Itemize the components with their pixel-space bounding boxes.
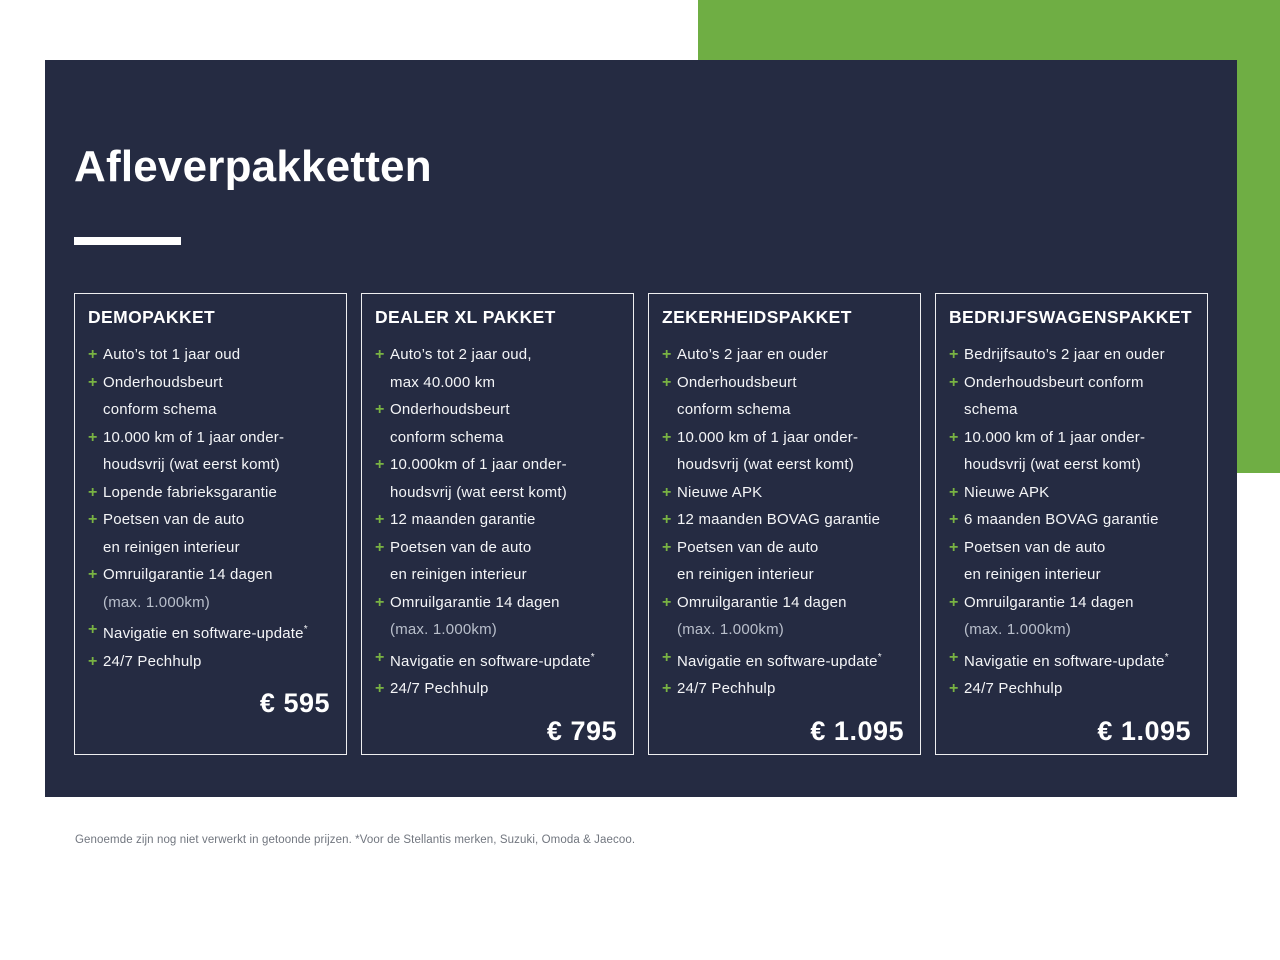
package-cards [74,293,1208,755]
plus-icon: + [662,511,672,528]
package-price: € 795 [546,715,617,746]
feature-item [662,644,907,676]
plus-icon: + [662,680,672,697]
feature-text [964,534,1194,589]
feature-item [662,506,907,534]
feature-line: (max. 1.000km) [103,593,210,611]
feature-line: houdsvrij (wat eerst komt) [103,456,280,473]
feature-line: houdsvrij (wat eerst komt) [964,456,1141,473]
plus-icon: + [88,428,98,446]
plus-icon: + [375,456,385,473]
feature-list [88,341,333,675]
feature-text [964,424,1194,479]
feature-line: 10.000 km of 1 jaar onder- [964,428,1146,446]
feature-text [103,369,333,424]
feature-text [103,616,333,648]
plus-icon: + [375,593,385,611]
feature-text [390,451,620,506]
feature-line: Nieuwe APK [964,483,1050,501]
feature-item [88,648,333,676]
feature-text [964,589,1194,644]
feature-item [88,369,333,424]
feature-line: 24/7 Pechhulp [103,652,202,670]
feature-line: Omruilgarantie 14 dagen [103,566,273,583]
feature-text [964,369,1194,424]
plus-icon: + [375,538,385,556]
feature-line: 12 maanden BOVAG garantie [677,511,881,528]
feature-line: houdsvrij (wat eerst komt) [390,483,567,501]
feature-item [375,451,620,506]
plus-icon: + [88,566,98,583]
feature-line: Onderhoudsbeurt [390,401,510,418]
plus-icon: + [375,511,385,528]
package-title: DEMOPAKKET [88,307,216,327]
feature-item [949,341,1194,369]
footnote: Genoemde zijn nog niet verwerkt in getoonde prijzen. *Voor de Stellantis merken, Suzuki, Omoda & Jaecoo. [75,833,636,846]
plus-icon: + [88,483,98,501]
feature-item [949,424,1194,479]
packages-panel [45,60,1237,797]
feature-item [662,369,907,424]
feature-item [88,561,333,616]
feature-text [390,506,620,534]
feature-line: en reinigen interieur [390,566,527,583]
feature-line: 24/7 Pechhulp [390,680,489,697]
feature-line: 12 maanden garantie [390,511,536,528]
feature-item [88,424,333,479]
feature-text [964,644,1194,676]
plus-icon: + [662,593,672,611]
feature-item [88,506,333,561]
asterisk-note: * [590,651,595,663]
package-price: € 1.095 [1097,715,1191,746]
feature-line: Navigatie en software-update* [964,651,1169,670]
feature-line: houdsvrij (wat eerst komt) [677,456,854,473]
plus-icon: + [662,346,672,363]
feature-list [662,341,907,703]
feature-line: max 40.000 km [390,373,496,391]
feature-line: Omruilgarantie 14 dagen [390,593,560,611]
feature-line: Poetsen van de auto [964,538,1106,556]
plus-icon: + [88,511,98,528]
feature-text [103,561,333,616]
plus-icon: + [662,648,672,666]
feature-item [949,675,1194,703]
feature-text [390,396,620,451]
feature-text [964,341,1194,369]
package-card-demopakket [74,293,347,755]
feature-text [677,589,907,644]
feature-text [103,479,333,507]
package-price: € 595 [259,688,330,718]
plus-icon: + [375,648,385,666]
feature-item [375,644,620,676]
feature-line: en reinigen interieur [103,538,240,556]
plus-icon: + [662,373,672,391]
feature-line: Auto’s tot 2 jaar oud, [390,346,532,363]
feature-line: (max. 1.000km) [677,621,784,638]
package-card-zekerheidspakket [648,293,921,755]
feature-line: Auto’s tot 1 jaar oud [103,346,241,363]
feature-line: 10.000km of 1 jaar onder- [390,456,567,473]
feature-line: Navigatie en software-update* [103,624,308,642]
feature-text [103,424,333,479]
feature-line: Omruilgarantie 14 dagen [964,593,1134,611]
feature-item [949,644,1194,676]
plus-icon: + [88,621,98,638]
asterisk-note: * [877,651,882,663]
plus-icon: + [949,538,959,556]
package-title: BEDRIJFSWAGENSPAKKET [949,307,1192,327]
plus-icon: + [949,346,959,363]
plus-icon: + [662,538,672,556]
feature-line: 10.000 km of 1 jaar onder- [103,428,285,446]
feature-line: (max. 1.000km) [390,621,497,638]
feature-line: Navigatie en software-update* [677,651,882,670]
feature-list [375,341,620,703]
plus-icon: + [662,483,672,501]
plus-icon: + [375,680,385,697]
feature-line: Omruilgarantie 14 dagen [677,593,847,611]
feature-text [390,675,620,703]
title-underline [74,237,181,245]
feature-text [103,506,333,561]
feature-item [949,589,1194,644]
feature-item [662,589,907,644]
feature-line: en reinigen interieur [677,566,814,583]
feature-line: Poetsen van de auto [103,511,245,528]
plus-icon: + [662,428,672,446]
feature-item [662,479,907,507]
feature-item [375,589,620,644]
feature-item [662,424,907,479]
feature-line: conform schema [103,401,217,418]
feature-item [375,534,620,589]
asterisk-note: * [1164,651,1169,663]
feature-item [88,479,333,507]
feature-line: 6 maanden BOVAG garantie [964,511,1159,528]
plus-icon: + [375,401,385,418]
feature-line: schema [964,401,1018,418]
plus-icon: + [88,652,98,670]
page-title: Afleverpakketten [74,142,432,191]
feature-line: (max. 1.000km) [964,621,1071,638]
feature-item [375,341,620,396]
plus-icon: + [949,483,959,501]
feature-line: Poetsen van de auto [677,538,819,556]
feature-line: Onderhoudsbeurt [103,373,223,391]
plus-icon: + [88,346,98,363]
plus-icon: + [949,648,959,666]
plus-icon: + [949,428,959,446]
feature-line: Onderhoudsbeurt conform [964,373,1144,391]
feature-line: 10.000 km of 1 jaar onder- [677,428,859,446]
feature-item [375,506,620,534]
plus-icon: + [949,373,959,391]
feature-text [677,534,907,589]
feature-line: en reinigen interieur [964,566,1101,583]
feature-line: conform schema [677,401,791,418]
feature-list [949,341,1194,703]
feature-text [964,479,1194,507]
feature-item [949,369,1194,424]
feature-text [677,341,907,369]
feature-line: Poetsen van de auto [390,538,532,556]
feature-text [103,648,333,676]
plus-icon: + [88,373,98,391]
feature-text [964,506,1194,534]
plus-icon: + [949,680,959,697]
package-card-bedrijfswagenspakket [935,293,1208,755]
feature-line: Bedrijfsauto’s 2 jaar en ouder [964,346,1165,363]
feature-text [677,644,907,676]
feature-item [375,396,620,451]
feature-item [662,534,907,589]
feature-line: Navigatie en software-update* [390,651,595,670]
feature-line: 24/7 Pechhulp [964,680,1063,697]
feature-text [390,534,620,589]
feature-item [375,675,620,703]
feature-item [949,479,1194,507]
feature-text [677,369,907,424]
feature-line: Onderhoudsbeurt [677,373,797,391]
feature-text [677,479,907,507]
package-title: ZEKERHEIDSPAKKET [662,307,852,327]
feature-text [390,589,620,644]
feature-text [390,644,620,676]
feature-text [964,675,1194,703]
feature-text [103,341,333,369]
feature-text [677,424,907,479]
feature-text [677,675,907,703]
plus-icon: + [375,346,385,363]
feature-line: 24/7 Pechhulp [677,680,776,697]
feature-line: Lopende fabrieksgarantie [103,483,278,501]
feature-item [88,341,333,369]
package-title: DEALER XL PAKKET [375,307,556,327]
plus-icon: + [949,593,959,611]
feature-text [677,506,907,534]
feature-line: Nieuwe APK [677,483,763,501]
feature-text [390,341,620,396]
asterisk-note: * [303,624,308,635]
feature-line: conform schema [390,428,504,446]
feature-item [949,534,1194,589]
feature-item [949,506,1194,534]
feature-line: Auto’s 2 jaar en ouder [677,346,828,363]
feature-item [662,341,907,369]
package-price: € 1.095 [810,715,904,746]
plus-icon: + [949,511,959,528]
feature-item [662,675,907,703]
package-card-dealer-xl-pakket [361,293,634,755]
feature-item [88,616,333,648]
